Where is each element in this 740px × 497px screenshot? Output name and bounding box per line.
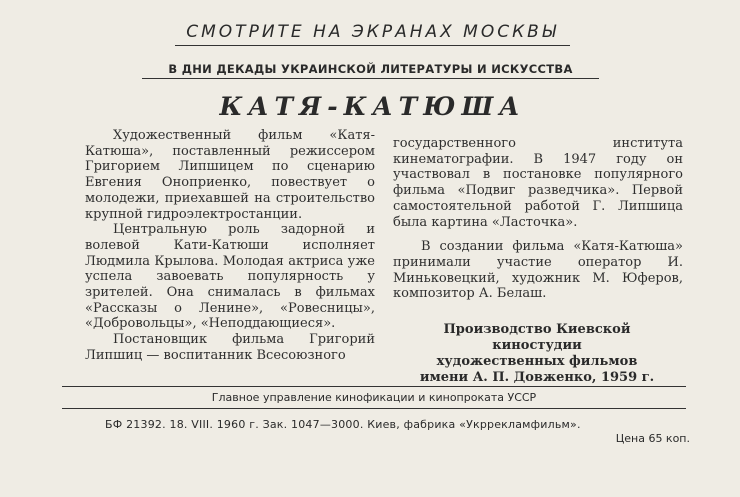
header-subtitle: В ДНИ ДЕКАДЫ УКРАИНСКОЙ ЛИТЕРАТУРЫ И ИСКУССТВА <box>142 62 599 79</box>
paragraph-actress: Центральную роль задорной и волевой Кати-Катюши исполняет Людмила Крылова. Молодая актриса уже успела завоевать популярность у зрителей. Она снималась в фильмах «Рассказы о Ленине», «Ровесницы», «Добровольцы», «Неподдающиеся». <box>85 222 375 332</box>
header-title: СМОТРИТЕ НА ЭКРАНАХ МОСКВЫ <box>175 22 570 46</box>
price-label: Цена 65 коп. <box>615 432 690 445</box>
paragraph-crew: В создании фильма «Катя-Катюша» принимали участие оператор И. Миньковецкий, художник М. Юферов, композитор А. Белаш. <box>393 239 683 302</box>
paragraph-director: Постановщик фильма Григорий Липшиц — воспитанник Всесоюзного <box>85 332 375 363</box>
divider-top <box>62 386 686 387</box>
production-credit <box>398 322 676 386</box>
print-imprint: БФ 21392. 18. VIII. 1960 г. Зак. 1047—3000. Киев, фабрика «Укррекламфильм». <box>105 418 581 431</box>
divider-bottom <box>62 408 686 409</box>
right-column <box>393 136 683 302</box>
left-column <box>85 128 375 364</box>
production-line-3: имени А. П. Довженко, 1959 г. <box>419 370 655 385</box>
paragraph-director-cont: государственного института кинематографии. В 1947 году он участвовал в постановке популярного фильма «Подвиг разведчика». Первой самостоятельной работой Г. Липшица была картина «Ласточка». <box>393 136 683 230</box>
paragraph-intro: Художественный фильм «Катя-Катюша», поставленный режиссером Григорием Липшицем по сценарию Евгения Оноприенко, повествует о молодежи, приехавшей на строительство крупной гидроэлектростанции. <box>85 128 375 222</box>
film-title: КАТЯ-КАТЮША <box>219 92 526 121</box>
production-line-2: художественных фильмов <box>436 354 638 369</box>
ministry-line: Главное управление кинофикации и кинопроката УССР <box>211 391 537 404</box>
production-line-1: Производство Киевской киностудии <box>443 322 631 353</box>
